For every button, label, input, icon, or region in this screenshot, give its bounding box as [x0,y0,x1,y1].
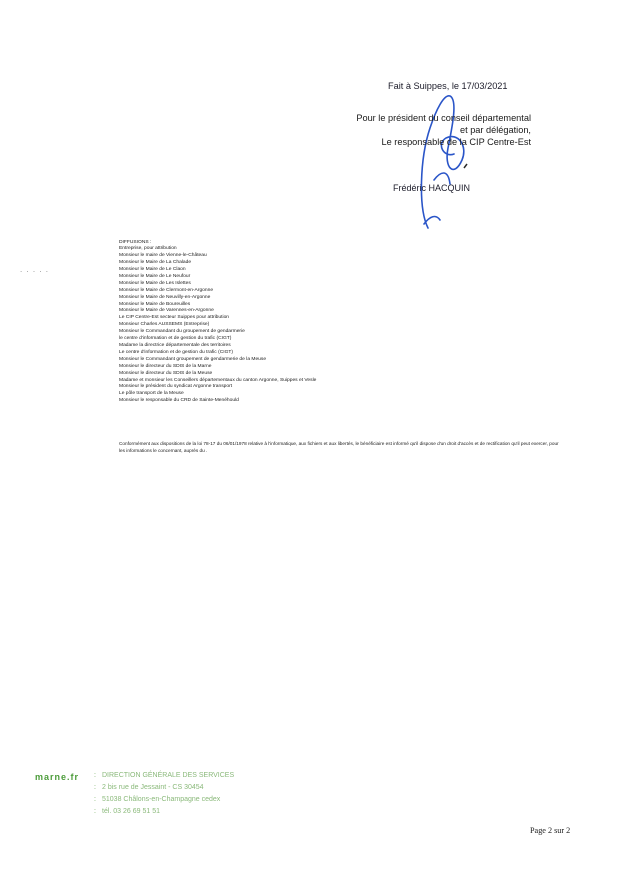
page-number: Page 2 sur 2 [530,826,571,835]
list-item: Monsieur le Maire de Les Islettes [119,280,191,286]
margin-mark: . . . . . [20,265,50,274]
bullet-icon: : [94,796,96,803]
list-item: Monsieur le Maire de Le Neufour [119,273,191,279]
list-item: Monsieur le Commandant groupement de gendarmerie de la Meuse [119,356,267,362]
list-item: Le CIP Centre-Est secteur Suippes pour attribution [119,315,230,321]
bullet-icon: : [94,772,96,779]
legal-notice: Conformément aux dispositions de la loi 78-17 du 06/01/1978 relative à l'informatique, aux fichiers et aux libertés, le bénéficiaire est informé qu'il dispose d'un droit d'accès et de rectification qu'il peut exercer, pour les informations le concernant, auprès du . [119,441,559,454]
list-item: Le pôle transport de la Meuse [119,391,184,397]
bullet-icon: : [94,808,96,815]
delegation-line: Le responsable de la CIP Centre-Est [381,137,531,147]
list-item: Le centre d'information et de gestion du trafic (CIGT) [119,349,234,355]
list-item: Monsieur le président du syndicat Argonne transport [119,384,233,390]
footer-address-line: DIRECTION GÉNÉRALE DES SERVICES [102,772,235,779]
footer-address-line: tél. 03 26 69 51 51 [102,808,160,815]
marne-logo: marne.fr [35,772,80,782]
list-item: Monsieur le Maire de Neuvilly-en-Argonne [119,294,211,300]
list-item: Monsieur le Commandant du groupement de gendarmerie [119,329,245,335]
delegation-line: Pour le président du conseil départemental [356,113,531,123]
footer-address-line: 2 bis rue de Jessaint - CS 30454 [102,784,204,791]
list-item: Monsieur le Maire de Varennes-en-Argonne [119,308,214,314]
list-item: Entreprise, pour attribution [119,246,177,252]
handwritten-signature [400,88,480,238]
bullet-icon: : [94,784,96,791]
diffusion-title: DIFFUSIONS : [119,240,152,245]
list-item: Madame la directrice départementale des territoires [119,342,231,348]
place-date: Fait à Suippes, le 17/03/2021 [388,81,508,91]
diffusion-list [119,240,316,405]
delegation-block [356,112,531,148]
footer-address-line: 51038 Châlons-en-Champagne cedex [102,796,221,803]
list-item: Monsieur Charles AUSSEMS (Entreprise) [119,322,210,328]
list-item: Monsieur le directeur du SDIS de la Meuse [119,370,213,376]
list-item: Monsieur le responsable du CRD de Sainte-Menéhould [119,398,239,404]
delegation-line: et par délégation, [459,125,531,135]
signer-name: Frédéric HACQUIN [393,183,471,193]
list-item: Monsieur le Maire de Clermont-en-Argonne [119,287,214,293]
list-item: Monsieur le Maire de Boureuilles [119,301,191,307]
list-item: Monsieur le maire de Vienne-le-Château [119,253,207,259]
list-item: Monsieur le directeur du SDIS de la Marne [119,363,212,369]
list-item: Monsieur le Maire de La Chalade [119,260,192,266]
list-item: Monsieur le Maire de Le Claon [119,267,186,273]
list-item: le centre d'information et de gestion du trafic (CIGT) [119,336,232,342]
list-item: Madame et monsieur les Conseillers départementaux du canton Argonne, Suippes et Vesle [119,377,317,383]
